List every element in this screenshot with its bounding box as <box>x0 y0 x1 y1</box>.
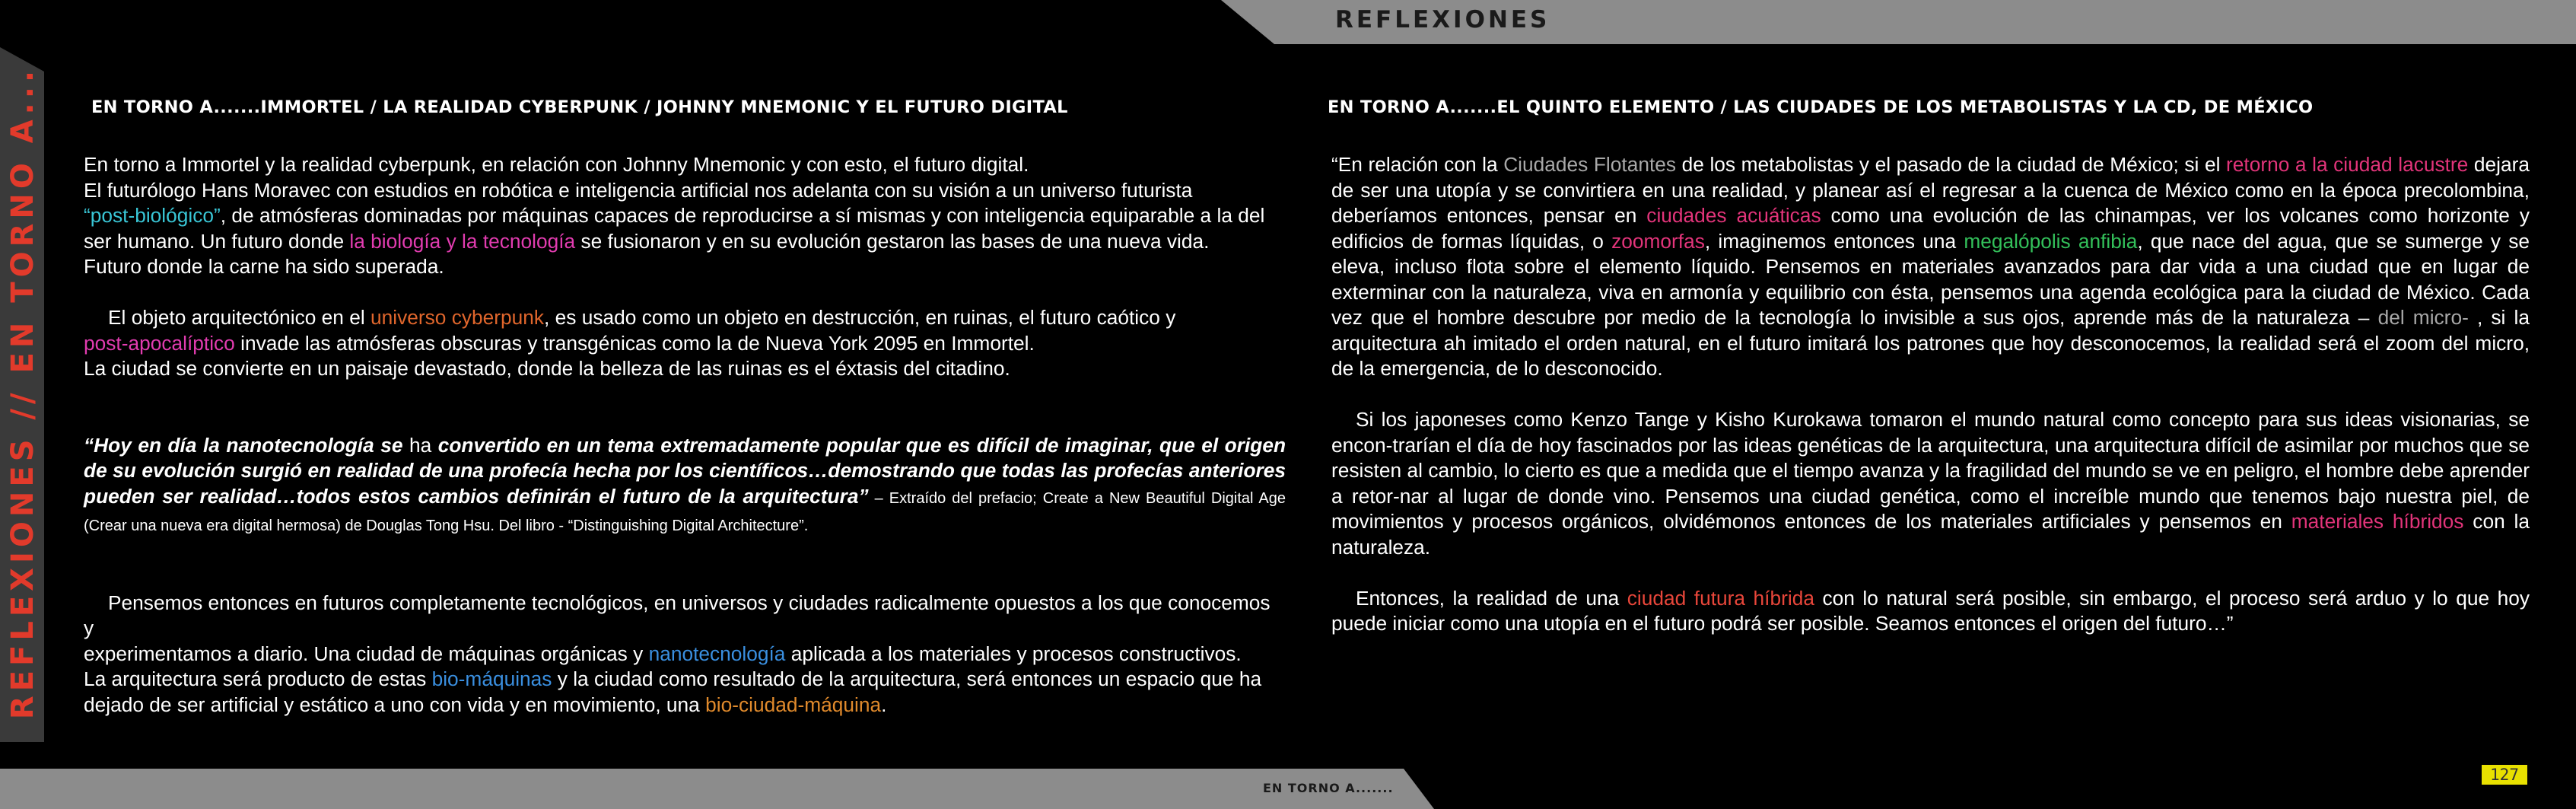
highlight-del-micro: del micro- <box>2377 306 2469 329</box>
left-paragraph-1: En torno a Immortel y la realidad cyberpunk, en relación con Johnny Mnemonic y con esto, el futuro digital. El futurólogo Hans Moravec con estudios en robótica e inteligencia artificial nos adelanta con su visión a un universo futurista “post-biológico”, de atmósferas dominadas por máquinas capaces de reproducirse a sí mismas y con inteligencia equiparable a la del ser humano. Un futuro donde la biología y la tecnología se fusionaron y en su evolución gestaron las bases de una nueva vida. Futuro donde la carne ha sido superada. <box>84 153 1265 278</box>
side-tab-label: REFLEXIONES // EN TORNO A... <box>5 65 40 720</box>
highlight-retorno-lacustre: retorno a la ciudad lacustre <box>2226 153 2469 176</box>
right-paragraph-2: Si los japoneses como Kenzo Tange y Kisho Kurokawa tomaron el mundo natural como concepto para sus ideas visionarias, se encon-trarían el día de hoy fascinados por las ideas genéticas de la arquitectura, una arquitectura difícil de asimilar por muchos que se resisten al cambio, lo cierto es que a medida que el tiempo avanza y la fragilidad del mundo se ve en peligro, el hombre debe aprender a retor-nar al lugar de donde vino. Pensemos una ciudad genética, como el increíble mundo que tenemos bajo nuestra piel, de movimientos y procesos orgánicos, olvidémonos entonces de los materiales artificiales y pensemos en materiales híbridos con la naturaleza. <box>1331 408 2530 559</box>
footer-label: EN TORNO A....... <box>1263 781 1394 795</box>
left-paragraph-3: Pensemos entonces en futuros completamente tecnológicos, en universos y ciudades radicalmente opuestos a los que conocemos y experimentamos a diario. Una ciudad de máquinas orgánicas y nanotecnología aplicada a los materiales y procesos constructivos. La arquitectura será producto de estas bio-máquinas y la ciudad como resultado de la arquitectura, será entonces un espacio que ha dejado de ser artificial y estático a uno con vida y en movimiento, una bio-ciudad-máquina. <box>84 591 1271 716</box>
page-number: 127 <box>2482 765 2527 785</box>
highlight-zoomorfas: zoomorfas <box>1611 229 1705 253</box>
highlight-ciudades-acuaticas: ciudades acuáticas <box>1646 204 1821 227</box>
footer-bar <box>0 769 1434 809</box>
quote-source: – Extraído del prefacio; Create a New Beautiful Digital Age (Crear una nueva era digital hermosa) de Douglas Tong Hsu. Del libro - “Distinguishing Digital Architecture”. <box>84 489 1286 534</box>
highlight-bio-ciudad-maquina: bio-ciudad-máquina <box>705 693 882 716</box>
highlight-post-biologico: “post-biológico” <box>84 204 221 227</box>
page-title: REFLEXIONES <box>1335 6 1550 33</box>
highlight-universo-cyberpunk: universo cyberpunk <box>370 306 545 329</box>
left-quote: “Hoy en día la nanotecnología se ha convertido en un tema extremadamente popular que es difícil de imaginar, que el origen de su evolución surgió en realidad de una profecía hecha por los científicos…demostrando que todas las profecías anteriores pueden ser realidad…todos estos cambios definirán el futuro de la arquitectura” – Extraído del prefacio; Create a New Beautiful Digital Age (Crear una nueva era digital hermosa) de Douglas Tong Hsu. Del libro - “Distinguishing Digital Architecture”. <box>84 433 1286 534</box>
highlight-post-apocaliptico: post-apocalíptico <box>84 331 235 355</box>
highlight-ciudad-futura-hibrida: ciudad futura híbrida <box>1627 586 1814 610</box>
highlight-biologia: la biología y la tecnología <box>349 229 576 253</box>
highlight-megalopolis-anfibia: megalópolis anfibia <box>1964 229 2138 253</box>
right-body <box>1331 152 2530 637</box>
left-heading: EN TORNO A.......IMMORTEL / LA REALIDAD CYBERPUNK / JOHNNY MNEMONIC Y EL FUTURO DIGITAL <box>91 97 1068 117</box>
highlight-materiales-hibridos: materiales híbridos <box>2291 510 2464 533</box>
right-heading: EN TORNO A.......EL QUINTO ELEMENTO / LAS CIUDADES DE LOS METABOLISTAS Y LA CD, DE MÉXICO <box>1328 97 2314 117</box>
right-paragraph-1: “En relación con la Ciudades Flotantes de los metabolistas y el pasado de la ciudad de México; si el retorno a la ciudad lacustre dejara de ser una utopía y se convirtiera en una realidad, y planear así el regresar a la cuenca de México como en la época precolombina, deberíamos entonces, pensar en ciudades acuáticas como una evolución de las chinampas, ver los volcanes como horizonte y edificios de formas líquidas, o zoomorfas, imaginemos entonces una megalópolis anfibia, que nace del agua, que se sumerge y se eleva, incluso flota sobre el elemento líquido. Pensemos en materiales avanzados para dar vida a una ciudad que en lugar de exterminar con la naturaleza, viva en armonía y equilibrio con ésta, pensemos una agenda ecológica para la ciudad de México. Cada vez que el hombre descubre por medio de la tecnología lo invisible a sus ojos, aprende más de la naturaleza – del micro- , si la arquitectura ah imitado el orden natural, en el futuro imitará los patrones que hoy desconocemos, la realidad será el zoom del micro, de la emergencia, de lo desconocido. <box>1331 153 2530 380</box>
highlight-bio-maquinas: bio-máquinas <box>431 667 552 690</box>
left-paragraph-2: El objeto arquitectónico en el universo cyberpunk, es usado como un objeto en destrucción, en ruinas, el futuro caótico y post-apocalíptico invade las atmósferas obscuras y transgénicas como la de Nueva York 2095 en Immortel. La ciudad se convierte en un paisaje devastado, donde la belleza de las ruinas es el éxtasis del citadino. <box>84 306 1176 380</box>
right-paragraph-3: Entonces, la realidad de una ciudad futura híbrida con lo natural será posible, sin embargo, el proceso será arduo y lo que hoy puede iniciar como una utopía en el futuro podrá ser posible. Seamos entonces el origen del futuro…” <box>1331 586 2530 635</box>
left-body <box>84 152 1286 718</box>
highlight-nanotecnologia: nanotecnología <box>648 642 786 665</box>
highlight-ciudades-flotantes: Ciudades Flotantes <box>1503 153 1677 176</box>
